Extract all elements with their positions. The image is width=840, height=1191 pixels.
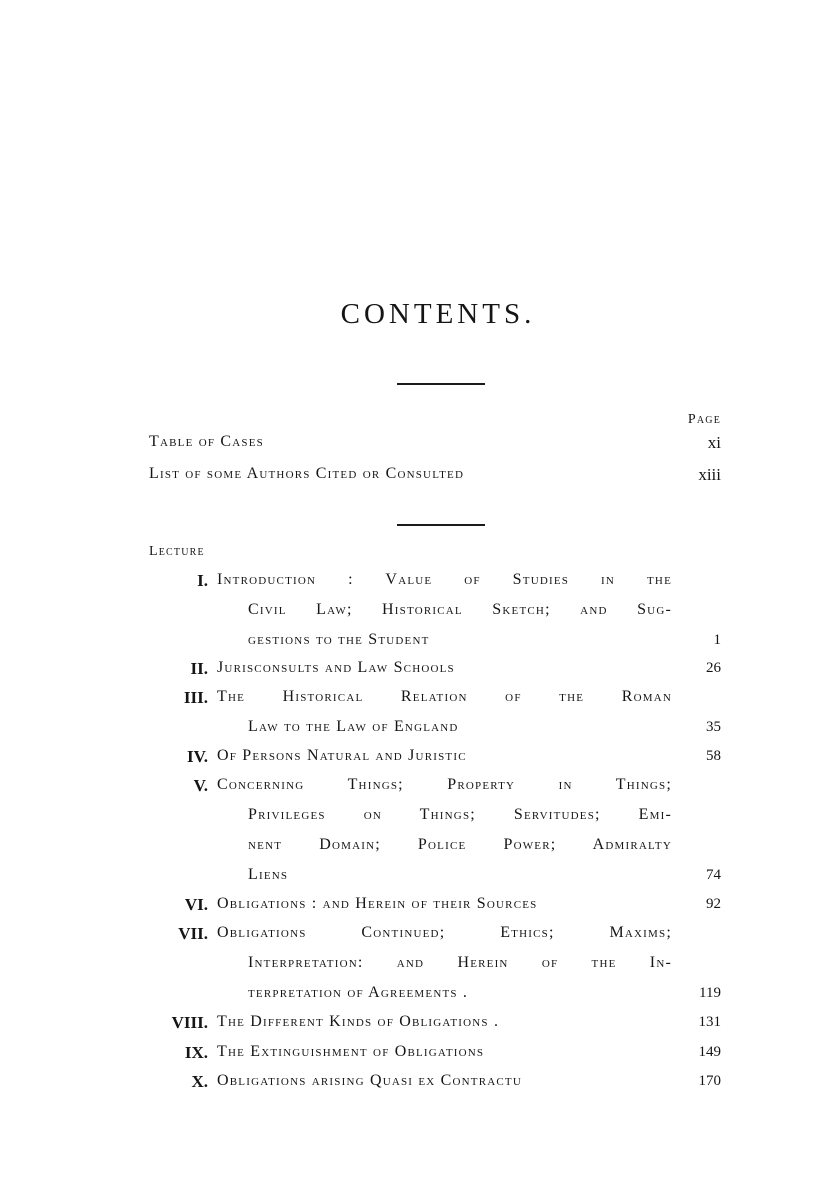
lecture-title-line: terpretation of Agreements . — [248, 984, 469, 1001]
page-column-header: Page — [687, 412, 721, 427]
lecture-title-line: Obligations arising Quasi ex Contractu — [217, 1072, 522, 1089]
lecture-number: I. — [197, 571, 208, 590]
lecture-number: IV. — [187, 747, 208, 766]
front-matter-label: List of some Authors Cited or Consulted — [149, 465, 465, 482]
lecture-title-line: The Different Kinds of Obligations . — [217, 1013, 500, 1030]
lecture-title-line: nent Domain; Police Power; Admiralty — [248, 836, 672, 853]
divider-rule — [397, 524, 485, 526]
lecture-title-line: Introduction : Value of Studies in the — [217, 571, 672, 588]
lecture-title-line: The Historical Relation of the Roman — [217, 688, 672, 705]
lecture-page: 92 — [706, 896, 721, 912]
lecture-page: 170 — [698, 1073, 721, 1089]
front-matter-row — [149, 433, 721, 457]
lecture-number: VIII. — [171, 1013, 208, 1032]
lecture-column-header: Lecture — [149, 544, 205, 559]
lecture-title-line: Obligations : and Herein of their Sources — [217, 895, 538, 912]
lecture-page: 149 — [698, 1044, 721, 1060]
lecture-page: 35 — [706, 719, 721, 735]
lecture-title-line: The Extinguishment of Obligations — [217, 1043, 485, 1060]
lecture-page: 131 — [698, 1014, 721, 1030]
lecture-number: IX. — [184, 1043, 208, 1062]
front-matter-page: xiii — [698, 465, 721, 484]
lecture-title-line: Obligations Continued; Ethics; Maxims; — [217, 924, 672, 941]
lecture-page: 26 — [706, 660, 721, 676]
lecture-number: III. — [183, 688, 208, 707]
lecture-title-line: Concerning Things; Property in Things; — [217, 776, 672, 793]
lecture-number: VI. — [184, 895, 208, 914]
divider-rule — [397, 383, 485, 385]
lecture-page: 58 — [706, 748, 721, 764]
front-matter-label: Table of Cases — [149, 433, 264, 450]
lecture-title-line: gestions to the Student — [248, 631, 430, 648]
front-matter-row — [149, 465, 721, 489]
lecture-number: X. — [191, 1072, 208, 1091]
lecture-page: 74 — [706, 867, 721, 883]
lecture-number: II. — [190, 659, 208, 678]
lecture-number: V. — [193, 776, 208, 795]
lecture-page: 119 — [699, 985, 721, 1001]
lecture-number: VII. — [178, 924, 208, 943]
lecture-title-line: Jurisconsults and Law Schools — [217, 659, 455, 676]
lecture-title-line: Privileges on Things; Servitudes; Emi- — [248, 806, 672, 823]
front-matter-page: xi — [707, 433, 721, 452]
lecture-title-line: Of Persons Natural and Juristic — [217, 747, 467, 764]
lecture-title-line: Liens — [248, 866, 289, 883]
page-title: CONTENTS. — [340, 298, 536, 330]
lecture-page: 1 — [713, 632, 721, 648]
lecture-title-line: Interpretation: and Herein of the In- — [248, 954, 672, 971]
lecture-title-line: Law to the Law of England — [248, 718, 459, 735]
lecture-title-line: Civil Law; Historical Sketch; and Sug- — [248, 601, 672, 618]
